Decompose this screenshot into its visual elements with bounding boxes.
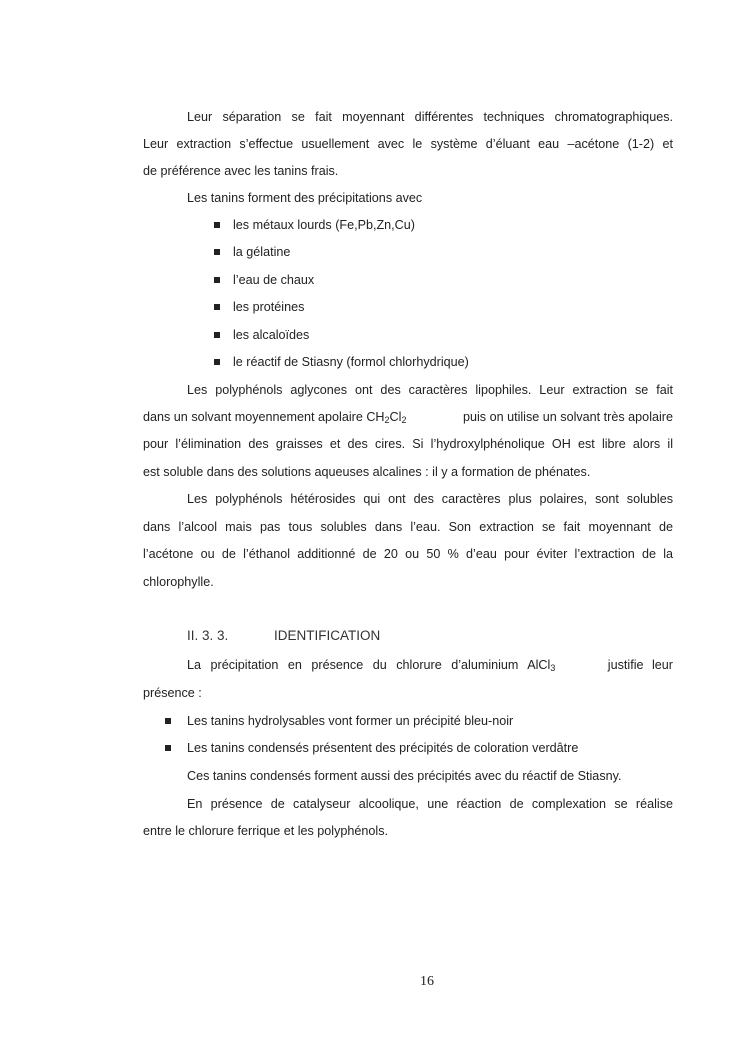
list-item: Les tanins hydrolysables vont former un précipité bleu-noir <box>187 714 514 728</box>
paragraph-line: Leur séparation se fait moyennant différentes techniques chromatographiques. <box>187 110 673 124</box>
formula-text: dans un solvant moyennement apolaire $CH_2Cl_2$ <box>143 410 407 425</box>
section-title: IDENTIFICATION <box>274 628 381 643</box>
list-item: les alcaloïdes <box>233 328 310 342</box>
paragraph-line: l’acétone ou de l’éthanol additionné de 20 ou 50 % d’eau pour éviter l’extraction de la <box>143 547 673 561</box>
list-item: la gélatine <box>233 245 291 259</box>
list-item: les métaux lourds (Fe,Pb,Zn,Cu) <box>233 218 415 232</box>
paragraph-line: chlorophylle. <box>143 575 214 589</box>
paragraph-text: justifie leur <box>607 658 673 672</box>
bullet-icon <box>214 359 220 365</box>
paragraph-line: de préférence avec les tanins frais. <box>143 164 339 178</box>
formula-text: La précipitation en présence du chlorure d’aluminium AlCl$_3$ <box>187 658 556 673</box>
paragraph-line <box>143 408 673 426</box>
list-item: les protéines <box>233 300 305 314</box>
paragraph-line: Ces tanins condensés forment aussi des précipités avec du réactif de Stiasny. <box>187 769 622 783</box>
list-item: Les tanins condensés présentent des précipités de coloration verdâtre <box>187 741 579 755</box>
paragraph-line: Les polyphénols hétérosides qui ont des caractères plus polaires, sont solubles <box>187 492 673 506</box>
paragraph-line: pour l’élimination des graisses et des cires. Si l’hydroxylphénolique OH est libre alors il <box>143 437 673 451</box>
paragraph-line: Les polyphénols aglycones ont des caractères lipophiles. Leur extraction se fait <box>187 383 673 397</box>
paragraph-line: En présence de catalyseur alcoolique, une réaction de complexation se réalise <box>187 797 673 811</box>
section-number: II. 3. 3. <box>187 628 229 643</box>
list-item: l’eau de chaux <box>233 273 315 287</box>
page-number: 16 <box>420 974 434 989</box>
paragraph-line: dans l’alcool mais pas tous solubles dans l’eau. Son extraction se fait moyennant de <box>143 520 673 534</box>
bullet-icon <box>165 718 171 724</box>
paragraph-line: Leur extraction s’effectue usuellement avec le système d’éluant eau –acétone (1-2) et <box>143 137 673 151</box>
paragraph-line: entre le chlorure ferrique et les polyphénols. <box>143 824 389 838</box>
bullet-icon <box>214 277 220 283</box>
bullet-icon <box>214 249 220 255</box>
bullet-icon <box>214 222 220 228</box>
paragraph-text: puis on utilise un solvant très apolaire <box>462 410 673 424</box>
bullet-icon <box>214 304 220 310</box>
list-item: le réactif de Stiasny (formol chlorhydrique) <box>233 355 469 369</box>
paragraph-line: présence : <box>143 686 202 700</box>
bullet-icon <box>214 332 220 338</box>
bullet-icon <box>165 745 171 751</box>
paragraph-line: est soluble dans des solutions aqueuses alcalines : il y a formation de phénates. <box>143 465 591 479</box>
paragraph-line: Les tanins forment des précipitations avec <box>187 191 423 205</box>
paragraph-line <box>187 656 673 674</box>
